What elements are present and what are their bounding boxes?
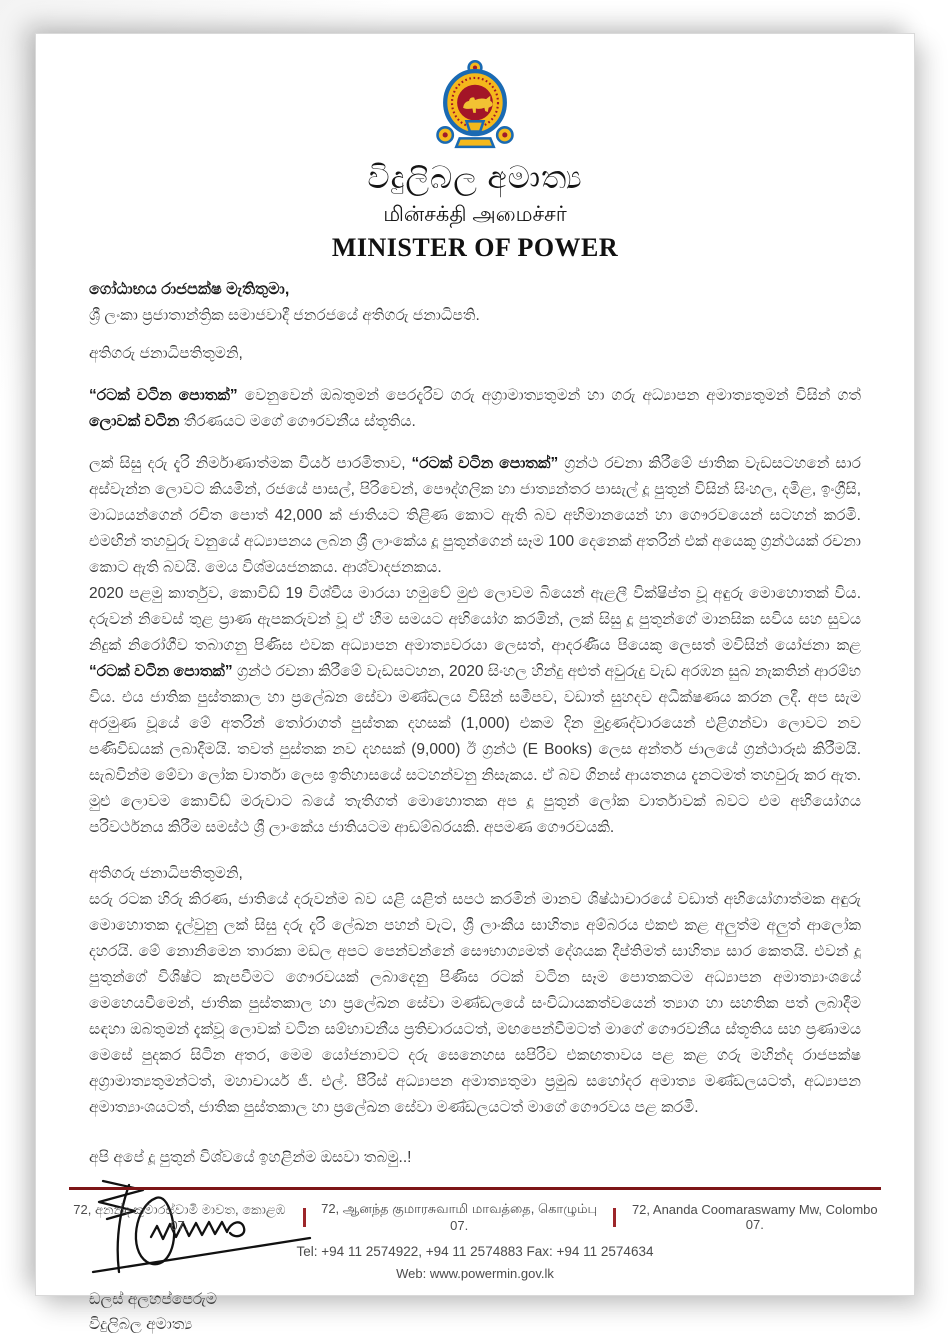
address-english: 72, Ananda Coomaraswamy Mw, Colombo 07. bbox=[631, 1202, 878, 1232]
letter-sheet bbox=[35, 33, 915, 1333]
ministry-title-tamil: மின்சக்தி அமைச்சர் bbox=[383, 203, 567, 226]
paragraph-gratitude: සරු රටක හිරු කිරණ, ජාතියේ දරුවන්ම බව යළි යළිත් සපථ කරමින් මානව ශිෂ්ඨාචාරයේ වඩාත් අභියෝගාත්මක අඳුරු මොහොතක දැල්වුනු ලක් සිසු දරු දැරි ලේඛන පහන් වැට, ශ්‍රී ලාංකීය සාහිත්‍ය අම්බරය එකළු කළ අලුත්ම අලුත් ආලෝක දහරයි. මේ නොනිමෙන තාරකා මඩල අපට පෙන්වන්නේ සෞභාග්‍යමත් දේශයක දීප්තිමත් සාහිත්‍ය සාර කෙතයි. එවන් දූ පුතුන්ගේ විශිෂ්ට කැපවීමට ගෞරවයක් ලබාදෙනු පිණිස රටක් වටින සෑම පොතකටම අධ්‍යාපන අමාත්‍යාංශයේ මෙහෙයවීමෙන්, ජාතික පුස්තකාල හා ප්‍රලේඛන සේවා මණ්ඩලයේ සංවිධායකත්වයෙන් ත්‍යාග හා සහතික පත් ලබාදීම සඳහා ඔබතුමන් දැක්වූ ලොවක් වටින සම්භාවනීය ප්‍රතිචාරයටත්, මඟපෙන්වීමටත් මාගේ ගෞරවනීය ස්තූතිය සහ ප්‍රණාමය මෙසේ පුදකර සිටින අතර, මෙම යෝජනාවට දරු සෙනෙහස සපිරිව එකඟතාවය පළ කළ ගරු මහින්ද රාජපක්ෂ අග්‍රාමාත්‍යතුමන්ටත්, මහාචාර්ය ජී. එල්. පීරිස් අධ්‍යාපන අමාත්‍යතුමා ප්‍රමුඛ සහෝදර අමාත්‍ය මණ්ඩලයටත්, අධ්‍යාපන අමාත්‍යාංශයටත්, ජාතික පුස්තකාල හා ප්‍රලේඛන සේවා මණ්ඩලයටත් මාගේ ගෞරවය පළ කරමි. bbox=[89, 891, 861, 1116]
phrase-book-worth-a-country: “රටක් වටින පොතක්” bbox=[89, 387, 238, 404]
phrase-book-worth-a-country-3: “රටක් වටින පොතක්” bbox=[89, 663, 233, 680]
paragraph-thanks-text-1: වෙනුවෙන් ඔබතුමන් පෙරදැරිව ගරු අග්‍රාමාත්‍යතුමන් හා ගරු අධ්‍යාපන අමාත්‍යතුමන් විසින් ගත් bbox=[237, 387, 861, 404]
recipient-name: ගෝඨාභය රාජපක්ෂ මැතිතුමා, bbox=[89, 281, 290, 298]
address-separator bbox=[303, 1208, 306, 1227]
ministry-title-sinhala: විදුලිබල අමාත්‍ය bbox=[367, 160, 583, 195]
paragraph-2020-text-1: 2020 පළමු කාර්තුව, කොවිඩ් 19 විශ්වීය මාරයා හමුවේ මුළු ලොවම බියෙන් ඇළලී වික්ෂිප්ත වූ අඳුරු මොහොතක් විය. දරුවන් නිවෙස් තුළ ප්‍රාණ ඇපකරුවන් වූ ඒ හීම සමයට අභියෝග කරමින්, ලක් සිසු දූ පුතුන්ගේ මානසික සවිය සහ සුවය නිදුක් නිරෝගීව තබාගනු පිණිස එවක අධ්‍යාපන අමාත්‍යවරයා ලෙසත්, ආදරණීය පියෙකු ලෙසත් මවිසින් යෝජනා කළ bbox=[89, 585, 861, 654]
emblem-wrap bbox=[89, 60, 861, 152]
salutation-first: අතිගරු ජනාධිපතිතුමනි, bbox=[89, 345, 243, 362]
letterhead bbox=[89, 60, 861, 263]
telephone-fax-line: Tel: +94 11 2574922, +94 11 2574883 Fax: +94 11 2574634 bbox=[296, 1244, 654, 1259]
paragraph-block-main bbox=[89, 451, 861, 841]
recipient-designation: ශ්‍රී ලංකා ප්‍රජාතාන්ත්‍රික සමාජවාදී ජනරජයේ අතිගරු ජනාධිපති. bbox=[89, 307, 480, 324]
paragraph-2020-text-2: ග්‍රන්ථ රචනා කිරීමේ වැඩසටහන, 2020 සිංහල හින්දු අළුත් අවුරුදු වැඩ අරඹන සුබ නැකතින් ආරම්භ විය. එය ජාතික පුස්තකාල හා ප්‍රලේඛන සේවා මණ්ඩලය විසින් සමීපව, වඩාත් සුහදව අධීක්ෂණය කරන ලදී. අප සැම අරමුණ වූයේ මේ අතරින් තෝරාගත් පුස්තක දහසක් (1,000) එකම දින මුද්‍රණද්වාරයෙන් එළිගන්වා ලොවට නව පණිවිඩයක් ලබාදීමයි. තවත් පුස්තක නව දහසක් (9,000) ඊ ග්‍රන්ථ (E Books) ලෙස අන්තර් ජාලයේ ග්‍රන්ථාරූඪ කිරීමයි. සැබවින්ම මේවා ලෝක වාර්තා ලෙස ඉතිහාසයේ සටහන්වනු නිසැකය. ඒ බව ගිනස් ආයතනය දැනටමත් තහවුරු කර ඇත. මුළු ලොවම කොවිඩ් මරුවාට බයේ තැතිගත් මොහොතක අප දූ පුතුන් ලෝක වාර්තාවක් බවට එම අභියෝගය පරිවර්ථනය කිරීම සමස්ථ ශ්‍රී ලාංකේය ජාතියටම ආඩම්බරයකි. අපමණ ගෞරවයකි. bbox=[89, 663, 861, 836]
ministry-title-english: MINISTER OF POWER bbox=[331, 233, 619, 262]
paragraph-thanks bbox=[89, 383, 861, 435]
sri-lanka-emblem-icon bbox=[432, 60, 518, 152]
address-sinhala: 72, අනන්ද කුමාරස්වාමි මාවත, කොළඹ 07. bbox=[73, 1201, 286, 1233]
salutation-second: අතිගරු ජනාධිපතිතුමනි, bbox=[89, 865, 243, 882]
signatory-title: විදුලිබල අමාත්‍ය bbox=[89, 1316, 193, 1333]
paragraph-thanks-text-2: තීරණයට මගේ ගෞරවනීය ස්තූතිය. bbox=[179, 413, 416, 430]
paragraph-2020 bbox=[89, 581, 861, 841]
footer-rule bbox=[69, 1187, 881, 1190]
letter-footer bbox=[69, 1187, 881, 1281]
website-line: Web: www.powermin.gov.lk bbox=[396, 1266, 554, 1281]
phrase-worth-a-world: ලොවක් වටින bbox=[89, 413, 180, 430]
address-tamil: 72, ஆனந்த குமாரசுவாமி மாவத்தை, கொழும்பு 07. bbox=[321, 1201, 598, 1233]
letter-body bbox=[89, 277, 861, 1336]
phrase-book-worth-a-country-2: “රටක් වටින පොතක්” bbox=[411, 455, 559, 472]
letter-content bbox=[36, 34, 914, 1336]
signatory-name: ඩලස් අලහප්පෙරුම bbox=[89, 1291, 217, 1308]
paragraph-program-text-1: ලක් සිසු දරු දැරි නිර්මාණාත්මක වීර්ය පාරමිතාව, bbox=[89, 455, 412, 472]
paragraph-program-text-2: ග්‍රන්ථ රචනා කිරීමේ ජාතික වැඩසටහනේ සාර අස්වැන්න ලොවට කියමින්, රජයේ පාසල්, පිරිවෙන්, පෞද්ගලික හා ජාත්‍යන්තර පාසැල් දූ පුතුන් විසින් සිංහල, දමිළ, ඉංග්‍රීසි, මාධ්‍යයන්ගෙන් රචිත පොත් 42,000 ක් ජාතියට තිළිණ කොට ඇති බව අභිමානයෙන් හා ගෞරවයෙන් සටහන් කරමි. එමඟින් තහවුරු වනුයේ අධ්‍යාපනය ලබන ශ්‍රී ලාංකේය දූ පුතුන්ගෙන් සෑම 100 දෙනෙක් අතරින් එක් අයෙකු ග්‍රන්ථයක් රචනා කොට ඇති බවයි. මෙය විශ්මයජනකය. ආශ්වාදජනකය. bbox=[89, 455, 861, 576]
paragraph-program bbox=[89, 451, 861, 581]
closing-line: අපි අපේ දූ පුතුන් විශ්වයේ ඉහළින්ම ඔසවා තබමු..! bbox=[89, 1149, 412, 1166]
address-separator bbox=[613, 1208, 616, 1227]
footer-addresses bbox=[69, 1201, 881, 1233]
